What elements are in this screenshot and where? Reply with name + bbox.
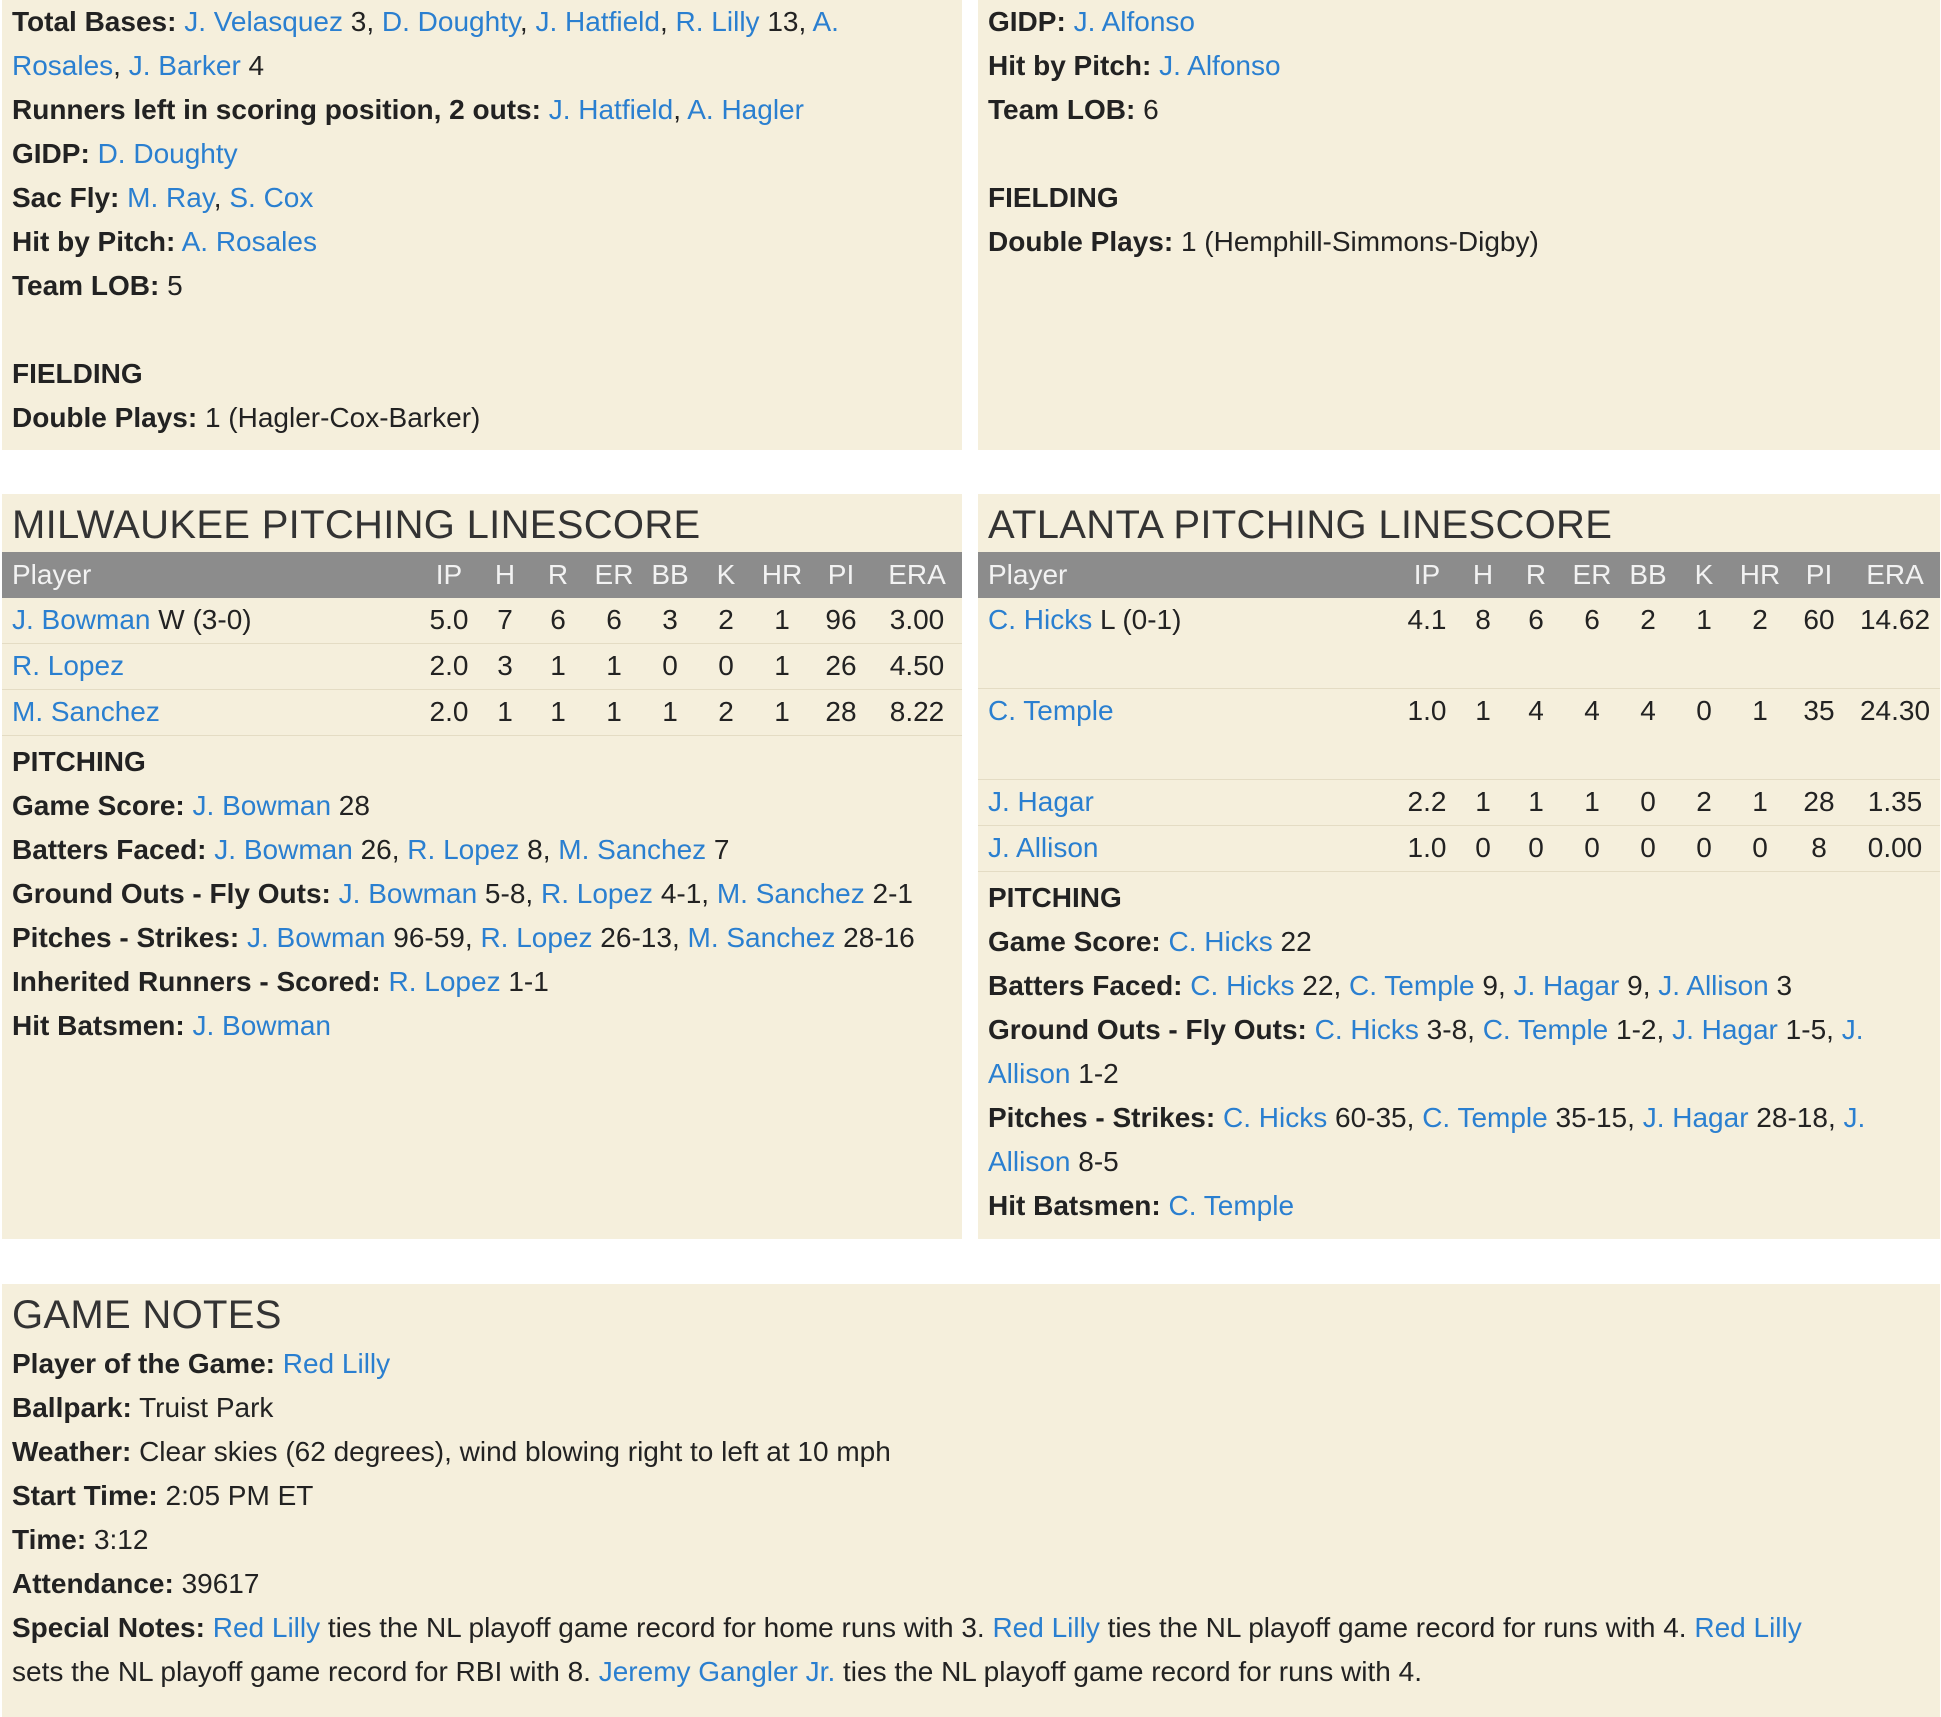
cell-pi: 26 <box>810 644 872 690</box>
cell-ip: 1.0 <box>1396 826 1458 872</box>
player-link[interactable]: A. Rosales <box>181 226 317 257</box>
player-link[interactable]: J. Bowman <box>214 834 353 865</box>
stat-value: 4 <box>240 50 265 81</box>
attendance-label: Attendance: <box>12 1568 174 1599</box>
stat-value: 9 <box>1474 970 1498 1001</box>
player-link[interactable]: A. <box>812 6 839 37</box>
cell-bb: 2 <box>1620 598 1676 689</box>
pitching-linescore-table <box>978 552 1940 872</box>
cell-er: 1 <box>586 690 642 736</box>
player-link[interactable]: J. <box>1843 1102 1866 1133</box>
player-link[interactable]: C. Temple <box>988 695 1114 726</box>
cell-pi: 28 <box>810 690 872 736</box>
milwaukee-batting-panel <box>2 0 962 450</box>
player-link[interactable]: C. Hicks <box>1222 1102 1328 1133</box>
player-link[interactable]: Red Lilly <box>282 1348 391 1379</box>
player-link[interactable]: J. Alfonso <box>1073 6 1195 37</box>
time-value: 3:12 <box>93 1524 149 1555</box>
go-fo-label: Ground Outs - Fly Outs: <box>988 1014 1307 1045</box>
ballpark-label: Ballpark: <box>12 1392 132 1423</box>
cell-h: 1 <box>480 690 530 736</box>
cell-k: 0 <box>1676 689 1732 780</box>
note-text: ties the NL playoff game record for runs with 4. <box>1099 1612 1695 1643</box>
table-row <box>978 689 1940 780</box>
col-er: ER <box>586 552 642 598</box>
rlsp-label: Runners left in scoring position, 2 outs: <box>12 94 541 125</box>
cell-r: 0 <box>1508 826 1564 872</box>
go-fo-label: Ground Outs - Fly Outs: <box>12 878 331 909</box>
stat-value: 4-1 <box>653 878 702 909</box>
pitches-strikes-label: Pitches - Strikes: <box>988 1102 1216 1133</box>
fielding-header: FIELDING <box>12 358 143 389</box>
player-cell <box>978 689 1396 780</box>
player-link[interactable]: R. Lopez <box>480 922 593 953</box>
col-h: H <box>480 552 530 598</box>
cell-r: 1 <box>530 690 586 736</box>
go-fo-line: Ground Outs - Fly Outs: C. Hicks 3-8, C. Temple 1-2, J. Hagar 1-5, J. <box>988 1014 1864 1045</box>
player-link[interactable]: R. Lilly <box>675 6 760 37</box>
fielding-header: FIELDING <box>988 182 1119 213</box>
note-text: ties the NL playoff game record for home runs with 3. <box>320 1612 993 1643</box>
atlanta-pitching-panel <box>978 494 1940 1239</box>
cell-hr: 1 <box>1732 780 1788 826</box>
team-lob-value: 5 <box>167 270 183 301</box>
stat-value: 26 <box>352 834 392 865</box>
player-link[interactable]: J. Barker <box>128 50 241 81</box>
col-ip: IP <box>1396 552 1458 598</box>
player-link[interactable]: J. Allison <box>1658 970 1769 1001</box>
player-of-game-line <box>12 1342 1930 1386</box>
ballpark-line <box>12 1386 1930 1430</box>
special-notes-label: Special Notes: <box>12 1612 205 1643</box>
player-link[interactable]: J. Hagar <box>1642 1102 1749 1133</box>
player-cell <box>978 598 1396 689</box>
player-link[interactable]: M. Sanchez <box>558 834 707 865</box>
hit-batsmen-line <box>12 1004 952 1048</box>
rlsp-line: Runners left in scoring position, 2 outs: J. Hatfield, A. Hagler <box>12 94 804 125</box>
player-cell <box>2 598 418 644</box>
cell-era: 3.00 <box>872 598 962 644</box>
gidp-label: GIDP: <box>988 6 1066 37</box>
gidp-line <box>12 132 952 176</box>
go-fo-line: Ground Outs - Fly Outs: J. Bowman 5-8, R. Lopez 4-1, M. Sanchez 2-1 <box>12 878 913 909</box>
team-lob-value: 6 <box>1143 94 1159 125</box>
cell-r: 6 <box>1508 598 1564 689</box>
atlanta-batting-panel <box>978 0 1940 450</box>
player-link[interactable]: C. Hicks <box>1168 926 1273 957</box>
pitches-strikes-line: Pitches - Strikes: C. Hicks 60-35, C. Temple 35-15, J. Hagar 28-18, J. <box>988 1102 1866 1133</box>
cell-bb: 0 <box>642 644 698 690</box>
game-score-label: Game Score: <box>12 790 185 821</box>
player-link[interactable]: C. Temple <box>1168 1190 1295 1221</box>
cell-h: 8 <box>1458 598 1508 689</box>
player-link[interactable]: C. Temple <box>1482 1014 1609 1045</box>
player-link[interactable]: R. Lopez <box>388 966 501 997</box>
cell-k: 0 <box>698 644 754 690</box>
start-time-line <box>12 1474 1930 1518</box>
stat-value: 35-15 <box>1547 1102 1628 1133</box>
weather-label: Weather: <box>12 1436 132 1467</box>
col-k: K <box>698 552 754 598</box>
team-lob-label: Team LOB: <box>12 270 160 301</box>
pitching-header: PITCHING <box>12 746 146 777</box>
player-link[interactable]: A. Hagler <box>687 94 804 125</box>
double-plays-label: Double Plays: <box>12 402 198 433</box>
cell-hr: 2 <box>1732 598 1788 689</box>
cell-k: 1 <box>1676 598 1732 689</box>
table-header-row <box>2 552 962 598</box>
cell-er: 6 <box>586 598 642 644</box>
stat-value: 26-13 <box>592 922 672 953</box>
stat-value: 1-1 <box>500 966 549 997</box>
batters-faced-label: Batters Faced: <box>988 970 1183 1001</box>
double-plays-value: 1 (Hagler-Cox-Barker) <box>204 402 481 433</box>
player-link[interactable]: Allison <box>988 1146 1071 1177</box>
cell-ip: 1.0 <box>1396 689 1458 780</box>
game-score-label: Game Score: <box>988 926 1161 957</box>
player-cell <box>978 780 1396 826</box>
col-pi: PI <box>810 552 872 598</box>
cell-era: 4.50 <box>872 644 962 690</box>
section-title: ATLANTA PITCHING LINESCORE <box>988 503 1613 547</box>
stat-value: 22 <box>1294 970 1334 1001</box>
player-link[interactable]: J. Bowman <box>192 790 332 821</box>
stat-value: 13 <box>759 6 799 37</box>
cell-k: 2 <box>1676 780 1732 826</box>
stat-value: 3 <box>1768 970 1793 1001</box>
gidp-label: GIDP: <box>12 138 90 169</box>
cell-h: 1 <box>1458 780 1508 826</box>
double-plays-line <box>12 396 952 440</box>
hbp-label: Hit by Pitch: <box>12 226 176 257</box>
note-text: ties the NL playoff game record for runs with 4. <box>835 1656 1422 1687</box>
team-lob-line <box>988 88 1930 132</box>
col-ip: IP <box>418 552 480 598</box>
player-link[interactable]: J. Hagar <box>1672 1014 1778 1045</box>
team-lob-label: Team LOB: <box>988 94 1136 125</box>
cell-k: 2 <box>698 690 754 736</box>
game-score-line <box>988 920 1930 964</box>
player-link[interactable]: R. Lopez <box>540 878 654 909</box>
cell-pi: 96 <box>810 598 872 644</box>
cell-bb: 3 <box>642 598 698 644</box>
ballpark-value: Truist Park <box>139 1392 274 1423</box>
section-title: GAME NOTES <box>12 1293 282 1337</box>
time-line <box>12 1518 1930 1562</box>
table-row <box>978 598 1940 689</box>
hbp-label: Hit by Pitch: <box>988 50 1152 81</box>
cell-ip: 4.1 <box>1396 598 1458 689</box>
player-link[interactable]: J. Alfonso <box>1159 50 1281 81</box>
total-bases-label: Total Bases: <box>12 6 177 37</box>
cell-er: 0 <box>1564 826 1620 872</box>
player-link[interactable]: Allison <box>988 1058 1071 1089</box>
cell-bb: 4 <box>1620 689 1676 780</box>
cell-hr: 1 <box>1732 689 1788 780</box>
cell-era: 8.22 <box>872 690 962 736</box>
table-row <box>2 598 962 644</box>
hit-batsmen-label: Hit Batsmen: <box>988 1190 1161 1221</box>
stat-value: 3 <box>342 6 367 37</box>
player-cell <box>2 690 418 736</box>
cell-pi: 35 <box>1788 689 1850 780</box>
sac-fly-line: Sac Fly: M. Ray, S. Cox <box>12 182 314 213</box>
cell-hr: 1 <box>754 598 810 644</box>
pitches-strikes-line: Pitches - Strikes: J. Bowman 96-59, R. Lopez 26-13, M. Sanchez 28-16 <box>12 922 915 953</box>
stat-value: 28-16 <box>835 922 915 953</box>
cell-h: 1 <box>1458 689 1508 780</box>
player-link[interactable]: D. Doughty <box>381 6 520 37</box>
inherited-runners-label: Inherited Runners - Scored: <box>12 966 381 997</box>
col-h: H <box>1458 552 1508 598</box>
gidp-line <box>988 0 1930 44</box>
double-plays-value: 1 (Hemphill-Simmons-Digby) <box>1180 226 1539 257</box>
stat-value: 1-2 <box>1070 1058 1119 1089</box>
cell-era: 1.35 <box>1850 780 1940 826</box>
cell-ip: 2.2 <box>1396 780 1458 826</box>
col-er: ER <box>1564 552 1620 598</box>
game-notes-panel <box>2 1284 1940 1717</box>
col-player: Player <box>978 552 1396 598</box>
player-link[interactable]: J. Hagar <box>988 786 1094 817</box>
cell-er: 4 <box>1564 689 1620 780</box>
cell-bb: 1 <box>642 690 698 736</box>
stat-value: 7 <box>706 834 730 865</box>
player-link[interactable]: J. Hatfield <box>535 6 660 37</box>
player-link[interactable]: C. Temple <box>1349 970 1475 1001</box>
player-of-game-label: Player of the Game: <box>12 1348 275 1379</box>
double-plays-label: Double Plays: <box>988 226 1174 257</box>
player-link[interactable]: J. Allison <box>988 832 1099 863</box>
cell-r: 1 <box>1508 780 1564 826</box>
table-header-row <box>978 552 1940 598</box>
cell-ip: 2.0 <box>418 644 480 690</box>
cell-h: 0 <box>1458 826 1508 872</box>
cell-era: 24.30 <box>1850 689 1940 780</box>
stat-value: 9 <box>1619 970 1643 1001</box>
decision: L (0-1) <box>1092 604 1182 635</box>
cell-h: 3 <box>480 644 530 690</box>
batters-faced-label: Batters Faced: <box>12 834 207 865</box>
sac-fly-label: Sac Fly: <box>12 182 120 213</box>
special-notes-line-2 <box>12 1650 1930 1694</box>
cell-pi: 28 <box>1788 780 1850 826</box>
col-k: K <box>1676 552 1732 598</box>
cell-h: 7 <box>480 598 530 644</box>
cell-era: 14.62 <box>1850 598 1940 689</box>
cell-pi: 60 <box>1788 598 1850 689</box>
stat-value: 1-5 <box>1777 1014 1827 1045</box>
weather-value: Clear skies (62 degrees), wind blowing right to left at 10 mph <box>139 1436 891 1467</box>
player-link[interactable]: C. Hicks <box>1314 1014 1419 1045</box>
cell-era: 0.00 <box>1850 826 1940 872</box>
player-link[interactable]: M. Sanchez <box>716 878 865 909</box>
player-link[interactable]: J. Hatfield <box>548 94 674 125</box>
player-link[interactable]: M. Ray <box>127 182 214 213</box>
col-hr: HR <box>754 552 810 598</box>
cell-ip: 5.0 <box>418 598 480 644</box>
hbp-line <box>12 220 952 264</box>
weather-line <box>12 1430 1930 1474</box>
player-link[interactable]: S. Cox <box>229 182 314 213</box>
hit-batsmen-line <box>988 1184 1930 1228</box>
cell-r: 1 <box>530 644 586 690</box>
pitching-header: PITCHING <box>988 882 1122 913</box>
note-text: sets the NL playoff game record for RBI with 8. <box>12 1656 599 1687</box>
player-link[interactable]: M. Sanchez <box>687 922 836 953</box>
player-link[interactable]: J. Bowman <box>12 604 151 635</box>
col-era: ERA <box>1850 552 1940 598</box>
batters-faced-line: Batters Faced: J. Bowman 26, R. Lopez 8, M. Sanchez 7 <box>12 834 730 865</box>
table-row <box>2 690 962 736</box>
section-title: MILWAUKEE PITCHING LINESCORE <box>12 503 701 547</box>
cell-er: 1 <box>586 644 642 690</box>
stat-value: 5-8 <box>477 878 526 909</box>
player-link[interactable]: R. Lopez <box>407 834 520 865</box>
player-link[interactable]: J. Velasquez <box>184 6 343 37</box>
inherited-runners-line <box>12 960 952 1004</box>
col-r: R <box>530 552 586 598</box>
attendance-value: 39617 <box>181 1568 260 1599</box>
cell-bb: 0 <box>1620 826 1676 872</box>
cell-bb: 0 <box>1620 780 1676 826</box>
cell-hr: 1 <box>754 644 810 690</box>
stat-value: 22 <box>1272 926 1312 957</box>
start-time-value: 2:05 PM ET <box>165 1480 314 1511</box>
stat-value: 8 <box>519 834 543 865</box>
hbp-line <box>988 44 1930 88</box>
col-era: ERA <box>872 552 962 598</box>
player-link[interactable]: Jeremy Gangler Jr. <box>598 1656 836 1687</box>
player-link[interactable]: J. Hagar <box>1513 970 1620 1001</box>
cell-r: 6 <box>530 598 586 644</box>
attendance-line <box>12 1562 1930 1606</box>
game-score-line <box>12 784 952 828</box>
player-link[interactable]: J. Bowman <box>192 1010 331 1041</box>
stat-value: 28-18 <box>1748 1102 1828 1133</box>
total-bases-line: Total Bases: J. Velasquez 3, D. Doughty, J. Hatfield, R. Lilly 13, A. <box>12 6 839 37</box>
go-fo-line-2 <box>988 1052 1930 1096</box>
cell-hr: 0 <box>1732 826 1788 872</box>
stat-value: 96-59 <box>385 922 465 953</box>
col-pi: PI <box>1788 552 1850 598</box>
start-time-label: Start Time: <box>12 1480 158 1511</box>
pitching-linescore-table <box>2 552 962 736</box>
player-link[interactable]: R. Lopez <box>12 650 125 681</box>
pitches-strikes-label: Pitches - Strikes: <box>12 922 240 953</box>
hit-batsmen-label: Hit Batsmen: <box>12 1010 185 1041</box>
stat-value: 60-35 <box>1327 1102 1407 1133</box>
player-link[interactable]: Red Lilly <box>1694 1612 1802 1643</box>
player-link[interactable]: J. Bowman <box>338 878 478 909</box>
cell-er: 1 <box>1564 780 1620 826</box>
time-label: Time: <box>12 1524 87 1555</box>
cell-ip: 2.0 <box>418 690 480 736</box>
player-link[interactable]: D. Doughty <box>97 138 238 169</box>
cell-hr: 1 <box>754 690 810 736</box>
pitches-strikes-line-2 <box>988 1140 1930 1184</box>
player-link[interactable]: J. <box>1841 1014 1864 1045</box>
cell-er: 6 <box>1564 598 1620 689</box>
cell-pi: 8 <box>1788 826 1850 872</box>
cell-k: 0 <box>1676 826 1732 872</box>
player-link[interactable]: Rosales <box>12 50 114 81</box>
player-cell <box>2 644 418 690</box>
stat-value: 8-5 <box>1070 1146 1119 1177</box>
decision: W (3-0) <box>150 604 252 635</box>
team-lob-line <box>12 264 952 308</box>
special-notes-line <box>12 1606 1930 1650</box>
stat-value: 2-1 <box>864 878 913 909</box>
player-link[interactable]: M. Sanchez <box>12 696 160 727</box>
total-bases-line-2: Rosales, J. Barker 4 <box>12 50 265 81</box>
player-link[interactable]: Red Lilly <box>992 1612 1100 1643</box>
player-link[interactable]: Red Lilly <box>212 1612 321 1643</box>
milwaukee-pitching-panel <box>2 494 962 1239</box>
table-row <box>978 826 1940 872</box>
cell-r: 4 <box>1508 689 1564 780</box>
stat-value: 3-8 <box>1418 1014 1468 1045</box>
player-link[interactable]: C. Hicks <box>988 604 1093 635</box>
col-r: R <box>1508 552 1564 598</box>
player-link[interactable]: C. Temple <box>1422 1102 1548 1133</box>
player-link[interactable]: C. Hicks <box>1190 970 1295 1001</box>
player-cell <box>978 826 1396 872</box>
double-plays-line <box>988 220 1930 264</box>
player-link[interactable]: J. Bowman <box>246 922 386 953</box>
table-row <box>2 644 962 690</box>
col-bb: BB <box>1620 552 1676 598</box>
table-row <box>978 780 1940 826</box>
col-bb: BB <box>642 552 698 598</box>
stat-value: 1-2 <box>1608 1014 1657 1045</box>
col-player: Player <box>2 552 418 598</box>
cell-k: 2 <box>698 598 754 644</box>
batters-faced-line: Batters Faced: C. Hicks 22, C. Temple 9, J. Hagar 9, J. Allison 3 <box>988 970 1793 1001</box>
col-hr: HR <box>1732 552 1788 598</box>
stat-value: 28 <box>331 790 370 821</box>
